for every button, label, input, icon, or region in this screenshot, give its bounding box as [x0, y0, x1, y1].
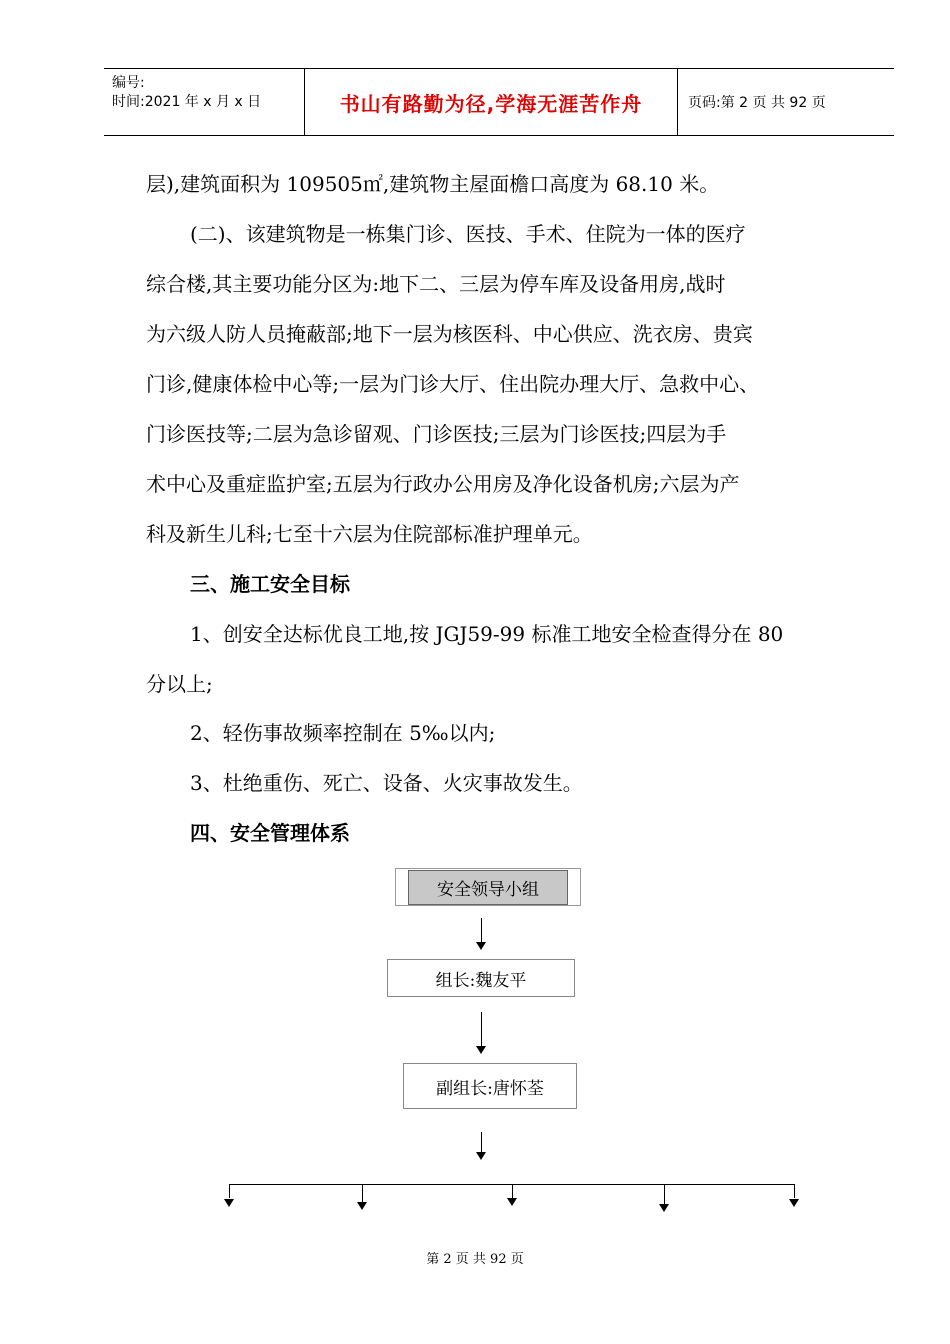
p2-line-5: 门诊医技等;二层为急诊留观、门诊医技;三层为门诊医技;四层为手	[146, 422, 727, 446]
org-box-leadership-group	[395, 868, 581, 906]
connector-line-1	[481, 918, 482, 944]
arrow-down-icon	[357, 1202, 367, 1210]
deputy-label: 副组长:唐怀荃	[436, 1078, 544, 1099]
header-meta-cell	[104, 69, 305, 135]
section-4-title: 四、安全管理体系	[190, 821, 350, 845]
p2-line-4: 门诊,健康体检中心等;一层为门诊大厅、住出院办理大厅、急救中心、	[146, 372, 760, 396]
s3-item-1-line-1: 1、创安全达标优良工地,按 JGJ59-99 标准工地安全检查得分在 80	[190, 622, 784, 646]
p2-line-7: 科及新生儿科;七至十六层为住院部标准护理单元。	[146, 522, 593, 546]
branch-line-2	[362, 1184, 363, 1202]
page-footer: 第 2 页 共 92 页	[426, 1252, 524, 1267]
arrow-down-icon	[476, 1152, 486, 1160]
header-page-cell	[678, 69, 894, 135]
arrow-down-icon	[659, 1204, 669, 1212]
branch-line-3	[512, 1184, 513, 1198]
s3-item-1-line-2: 分以上;	[146, 672, 213, 696]
p2-line-6: 术中心及重症监护室;五层为行政办公用房及净化设备机房;六层为产	[146, 472, 740, 496]
header-motto-cell	[305, 69, 678, 135]
branch-line-5	[794, 1184, 795, 1198]
motto-text: 书山有路勤为径,学海无涯苦作舟	[339, 91, 643, 116]
arrow-down-icon	[476, 1046, 486, 1054]
connector-line-3	[481, 1132, 482, 1154]
arrow-down-icon	[507, 1198, 517, 1206]
page-header	[104, 68, 894, 136]
branch-line-4	[664, 1184, 665, 1204]
leader-label: 组长:魏友平	[435, 970, 527, 991]
p2-line-2: 综合楼,其主要功能分区为:地下二、三层为停车库及设备用房,战时	[146, 272, 726, 296]
s3-item-2: 2、轻伤事故频率控制在 5‰以内;	[190, 721, 496, 745]
arrow-down-icon	[789, 1199, 799, 1207]
section-3-title: 三、施工安全目标	[190, 572, 350, 596]
org-box-deputy	[403, 1063, 577, 1109]
number-label: 编号:	[112, 75, 145, 91]
branch-line-1	[229, 1184, 230, 1198]
org-box-leader	[387, 959, 575, 997]
area-line: 层),建筑面积为 109505㎡,建筑物主屋面檐口高度为 68.10 米。	[146, 172, 720, 196]
time-label: 时间:2021 年 x 月 x 日	[112, 94, 262, 110]
org-box-leadership-label: 安全领导小组	[408, 870, 568, 905]
s3-item-3: 3、杜绝重伤、死亡、设备、火灾事故发生。	[190, 771, 583, 795]
p2-line-3: 为六级人防人员掩蔽部;地下一层为核医科、中心供应、洗衣房、贵宾	[146, 322, 753, 346]
page-info: 页码:第 2 页 共 92 页	[688, 95, 826, 111]
connector-line-2	[481, 1012, 482, 1048]
arrow-down-icon	[476, 942, 486, 950]
arrow-down-icon	[224, 1199, 234, 1207]
p2-line-1: (二)、该建筑物是一栋集门诊、医技、手术、住院为一体的医疗	[190, 222, 746, 246]
